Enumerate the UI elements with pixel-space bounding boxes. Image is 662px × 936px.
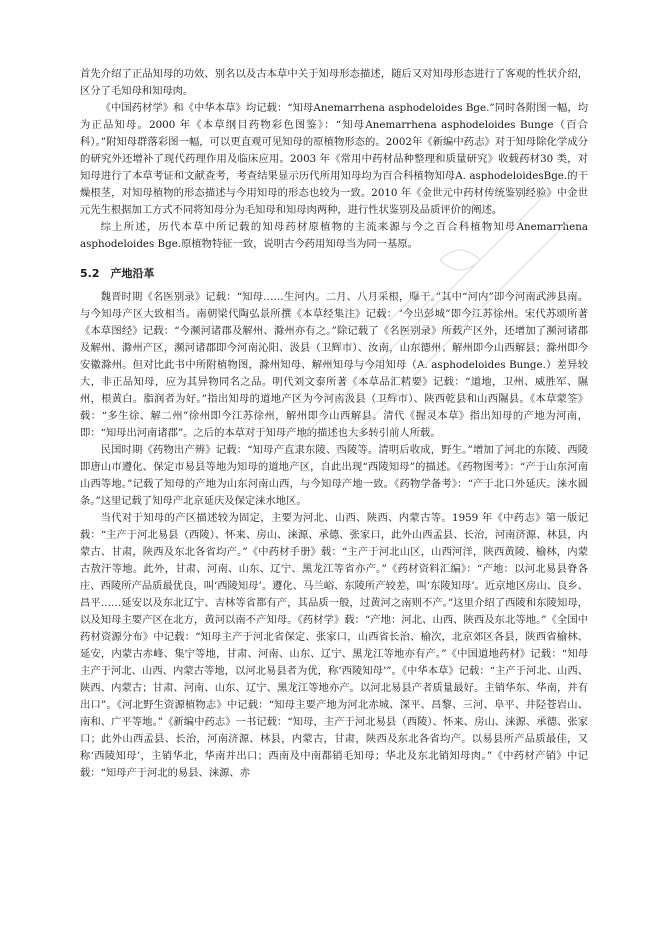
spacer <box>80 253 588 259</box>
intro-paragraph-1: 首先介绍了正品知母的功效、别名以及古本草中关于知母形态描述，随后又对知母形态进行了客观的性状介绍，区分了毛知母和知母肉。 <box>80 68 588 97</box>
document-page <box>80 66 588 782</box>
intro-paragraph-3: 综上所述，历代本草中所记载的知母药材原植物的主流来源与今之百合科植物知母Anemarrhena asphodeloides Bge.原植物特征一致，说明古今药用知母当为同一基原。 <box>80 221 588 250</box>
section-paragraph-2: 民国时期《药物出产辨》记载：“知母产直隶东陵、西陵等。清明后收成，野生。”增加了河北的东陵、西陵即唐山市遵化、保定市易县等地为知母的道地产区，自此出现“西陵知母”的描述。《药物图考》：“产于山东河南山西等地。”记载了知母的产地为山东河南山西，与今知母产地一致。《药物学备考》：“产于北口外延庆。涞水圆条。”这里记载了知母产北京延庆及保定涞水地区。 <box>80 444 588 507</box>
section-heading: 5.2 产地沿革 <box>80 267 155 280</box>
intro-paragraph-2: 《中国药材学》和《中华本草》均记载：“知母Anemarrhena asphodeloides Bge.”同时各附图一幅，均为正品知母。2000 年《本草纲目药物彩色图鉴》：“知母Anemarrhena asphodeloides Bunge（百合科）。”附知母群落彩图一幅，可以更直观可见知母的原植物形态的。2002年《新编中药志》对于知母除化学成分的研究外还增补了现代药理作用及临床应用。2003 年《常用中药材品种整理和质量研究》收载药材30 类，对知母进行了本草考证和文献查考，考查结果显示历代所用知母均为百合科植物知母A. asphodeloidesBge.的干燥根茎，对知母植物的形态描述与今用知母的形态也较为一致。2010 年《金世元中药材传统鉴别经验》中金世元先生根据加工方式不同将知母分为毛知母和知母肉两种，进行性状鉴别及品质评价的阐述。 <box>80 102 588 216</box>
section-paragraph-3: 当代对于知母的产区描述较为固定，主要为河北、山西、陕西、内蒙古等。1959 年《中药志》第一版记载：“主产于河北易县（西陵）、怀来、房山、涞源、承德、张家口，此外山西孟县、长治，河南济源、林县，内蒙古、甘肃，陕西及东北各省均产。”《中药材手册》载：“主产于河北山区，山西河洋，陕西黄陵、榆林，内蒙古敖汗等地。此外，甘肃、河南、山东、辽宁、黑龙江等省亦产。”《药材资料汇编》：“产地：以河北易县脊各庄、西陵所产品质最优良，叫‘西陵知母’。遵化、马兰峪、东陵所产较差，叫‘东陵知母’。近京地区房山、良乡、昌平……延安以及东北辽宁、吉林等省都有产，其品质一般，过黄河之南则不产。”这里介绍了西陵和东陵知母，以及知母主要产区在北方，黄河以南不产知母。《药材学》载：“产地：河北、山西、陕西及东北等地。”《全国中药材资源分布》中记载：“知母主产于河北省保定、张家口，山西省长治、榆次，北京郊区各县，陕西省榆林、延安，内蒙古赤峰、集宁等地，甘肃、河南、山东、辽宁、黑龙江等地亦有产。”《中国道地药材》记载：“知母主产于河北、山西、内蒙古等地，以河北易县者为优，称‘西陵知母’”。《中华本草》记载：“主产于河北、山西、陕西、内蒙古；甘肃、河南、山东、辽宁、黑龙江等地亦产。以河北易县产者质量最好。主销华东、华南，并有出口”。《河北野生资源植物志》中记载：“知母主要产地为河北赤城、深平、昌黎、三河、阜平、井陉苍岩山、南和、广平等地。”《新编中药志》一书记载：“知母，主产于河北易县（西陵）、怀来、房山、涞源、承德、张家口；此外山西孟县、长治，河南济源、林县，内蒙古，甘肃，陕西及东北各省均产。以易县所产品质最佳，又称‘西陵知母’，主销华北，华南并出口；西南及中南都销毛知母；华北及东北销知母肉。”《中药材产销》中记载：“知母产于河北的易县、涞源、赤 <box>80 512 588 779</box>
section-paragraph-1: 魏晋时期《名医别录》记载：“知母……生河内。二月、八月采根，曝干。”其中“河内”即今河南武涉县南。与今知母产区大致相当。南朝梁代陶弘景所撰《本草经集注》记载：“今出彭城”即今江苏徐州。宋代苏颂所著《本草图经》记载：“今濒河诸郡及解州、滁州亦有之。”除记载了《名医别录》所载产区外，还增加了濒河诸郡及解州、滁州产区，濒河诸郡即今河南沁阳、汲县（卫辉市）、汝南，山东德州；解州即今山西解县；滁州即今安徽滁州。但对比此书中所附植物图，滁州知母、解州知母与今用知母（A. asphodeloides Bunge.）差异较大，非正品知母，应为其异物同名之品。明代刘文泰所著《本草品汇精要》记载：“道地，卫州、威胜军、隰州，根黄白。脂润者为好。”指出知母的道地产区为今河南汲县（卫辉市）、陕西乾县和山西隰县。《本草蒙筌》载：“多生徐、解二州”徐州即今江苏徐州，解州即今山西解县。清代《握灵本草》指出知母的产地为河南，即：“知母出河南诸郡”。之后的本草对于知母产地的描述也大多转引前人所载。 <box>80 291 588 439</box>
